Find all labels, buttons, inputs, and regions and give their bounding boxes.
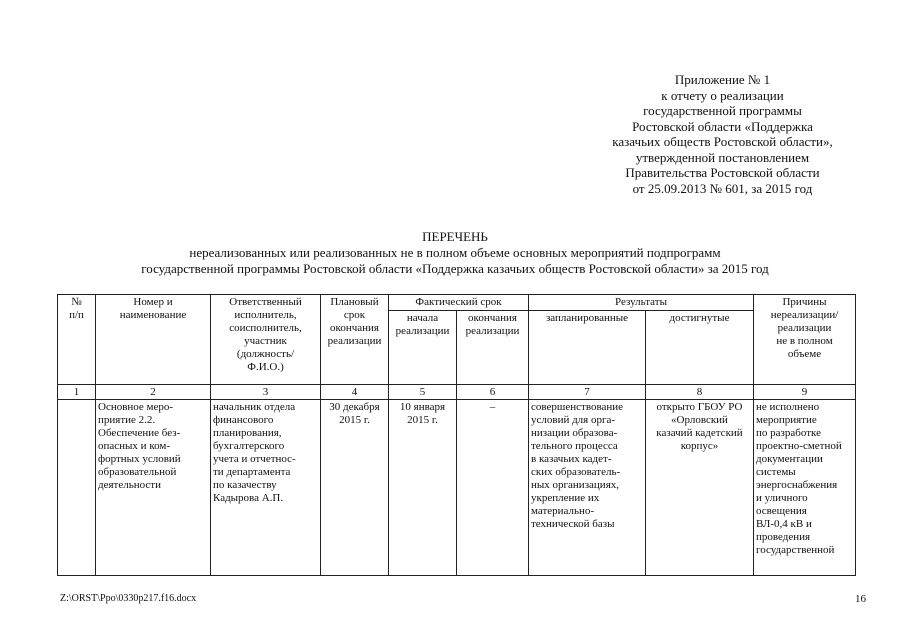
cell-num [58,400,96,576]
col-number: 3 [211,385,321,400]
header-name: Номер и наименование [96,295,211,385]
header-responsible: Ответственный исполнитель, соисполнитель, участник (должность/ Ф.И.О.) [211,295,321,385]
page-number: 16 [855,593,866,605]
col-number: 9 [754,385,856,400]
footer-file-path: Z:\ORST\Ppo\0330p217.f16.docx [60,593,197,604]
appendix-line: от 25.09.2013 № 601, за 2015 год [632,180,813,196]
appendix-line: Правительства Ростовской области [625,165,820,180]
appendix-line: утвержденной постановлением [635,149,810,165]
col-number: 4 [321,385,389,400]
appendix-line: казачьих обществ Ростовской области», [612,134,833,149]
appendix-header [545,72,900,196]
title-line-1: нереализованных или реализованных не в полном объеме основных мероприятий подпрограмм [189,245,721,260]
cell-responsible: начальник отдела финансового планирования, бухгалтерского учета и отчетнос- ти департамента по казачеству Кадырова А.П. [211,400,321,576]
header-results-planned: запланированные [529,311,646,385]
document-title [40,229,870,277]
col-number: 1 [58,385,96,400]
appendix-line: государственной программы [643,103,802,118]
cell-actual-end: – [457,400,529,576]
title-heading: ПЕРЕЧЕНЬ [422,229,488,244]
col-number: 7 [529,385,646,400]
cell-actual-start: 10 января 2015 г. [389,400,457,576]
appendix-line: к отчету о реализации [661,87,784,103]
report-table [57,294,856,576]
cell-results-achieved: открыто ГБОУ РО «Орловский казачий кадетский корпус» [646,400,754,576]
header-results-achieved: достигнутые [646,311,754,385]
cell-planned-deadline: 30 декабря 2015 г. [321,400,389,576]
header-actual-start: начала реализации [389,311,457,385]
appendix-line: Ростовской области «Поддержка [632,118,813,134]
header-results: Результаты [529,295,754,311]
col-number: 5 [389,385,457,400]
col-number: 8 [646,385,754,400]
appendix-line: Приложение № 1 [674,72,771,87]
header-planned-deadline: Плановый срок окончания реализации [321,295,389,385]
header-reasons: Причины нереализации/ реализации не в полном объеме [754,295,856,385]
header-actual-end: окончания реализации [457,311,529,385]
header-actual-period: Фактический срок [389,295,529,311]
col-number: 2 [96,385,211,400]
cell-results-planned: совершенствование условий для орга- низации образова- тельного процесса в казачьих кадет- ских образователь- ных организациях, укрепление их материально- технической базы [529,400,646,576]
header-num: № п/п [58,295,96,385]
cell-name: Основное меро- приятие 2.2. Обеспечение без- опасных и ком- фортных условий образовательной деятельности [96,400,211,576]
cell-reasons: не исполнено мероприятие по разработке проектно-сметной документации системы энергоснабжения и уличного освещения ВЛ-0,4 кВ и проведения государственной [754,400,856,576]
col-number: 6 [457,385,529,400]
title-line-2: государственной программы Ростовской области «Поддержка казачьих обществ Ростовской области» за 2015 год [141,261,769,276]
table-row [58,400,856,576]
